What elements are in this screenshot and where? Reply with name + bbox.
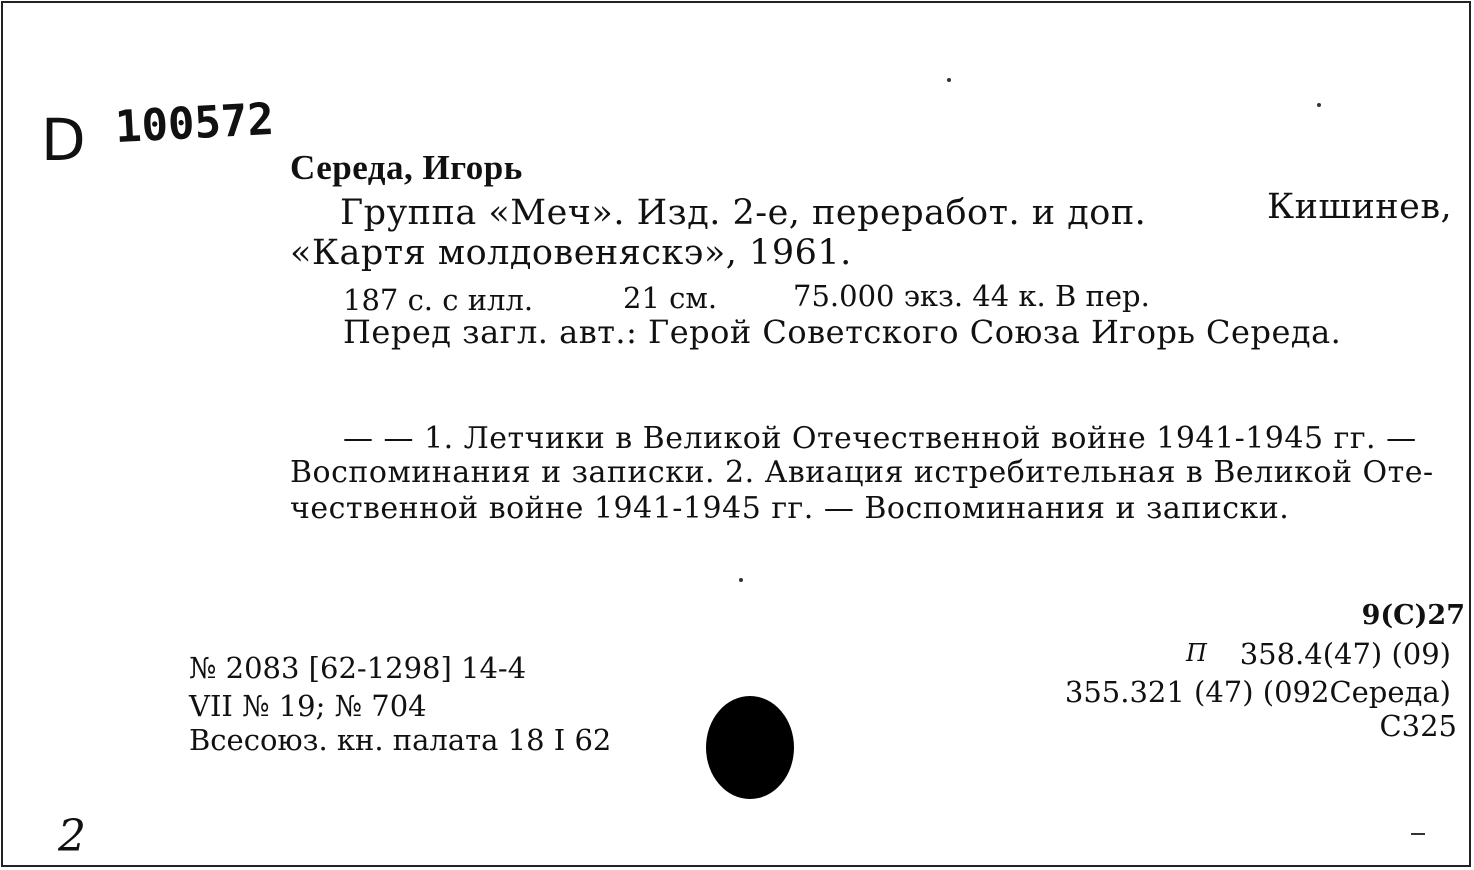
- subject-line-3: чественной войне 1941-1945 гг. — Воспоминания и записки.: [290, 491, 1290, 526]
- physical-size: 21 см.: [623, 281, 718, 315]
- author-note: Перед загл. авт.: Герой Советского Союза Игорь Середа.: [343, 313, 1342, 351]
- physical-pages: 187 с. с илл.: [343, 283, 534, 317]
- publication-city: Кишинев,: [1267, 187, 1453, 227]
- classification-line-1: 9(С)27: [1361, 600, 1465, 631]
- physical-print-run: 75.000 экз. 44 к. В пер.: [793, 279, 1150, 313]
- classification-mark-p: П: [1186, 639, 1207, 667]
- stamp-number: 100572: [113, 93, 276, 154]
- registration-line-3: Всесоюз. кн. палата 18 I 62: [189, 723, 612, 757]
- subject-line-1: — — 1. Летчики в Великой Отечественной войне 1941-1945 гг. —: [343, 421, 1417, 456]
- classification-line-4: С325: [1379, 709, 1457, 743]
- speck: [947, 78, 951, 82]
- title-line-1: Группа «Меч». Изд. 2-е, переработ. и доп.: [340, 193, 1147, 233]
- speck: [739, 578, 743, 582]
- punch-hole: [706, 696, 794, 799]
- classification-line-3: 355.321 (47) (092Середа): [1064, 675, 1451, 709]
- author-heading: Середа, Игорь: [290, 148, 523, 187]
- registration-line-2: VII № 19; № 704: [189, 689, 427, 723]
- catalog-card: [1, 1, 1471, 867]
- registration-line-1: № 2083 [62-1298] 14-4: [189, 651, 527, 685]
- title-line-2: «Картя молдовеняскэ», 1961.: [290, 233, 852, 273]
- handwritten-mark: 2: [58, 811, 86, 862]
- subject-line-2: Воспоминания и записки. 2. Авиация истребительная в Великой Оте-: [290, 455, 1434, 490]
- stamp-letter: D: [41, 106, 86, 174]
- dash-mark: [1411, 833, 1425, 835]
- classification-line-2: 358.4(47) (09): [1239, 637, 1451, 671]
- speck: [1317, 103, 1321, 107]
